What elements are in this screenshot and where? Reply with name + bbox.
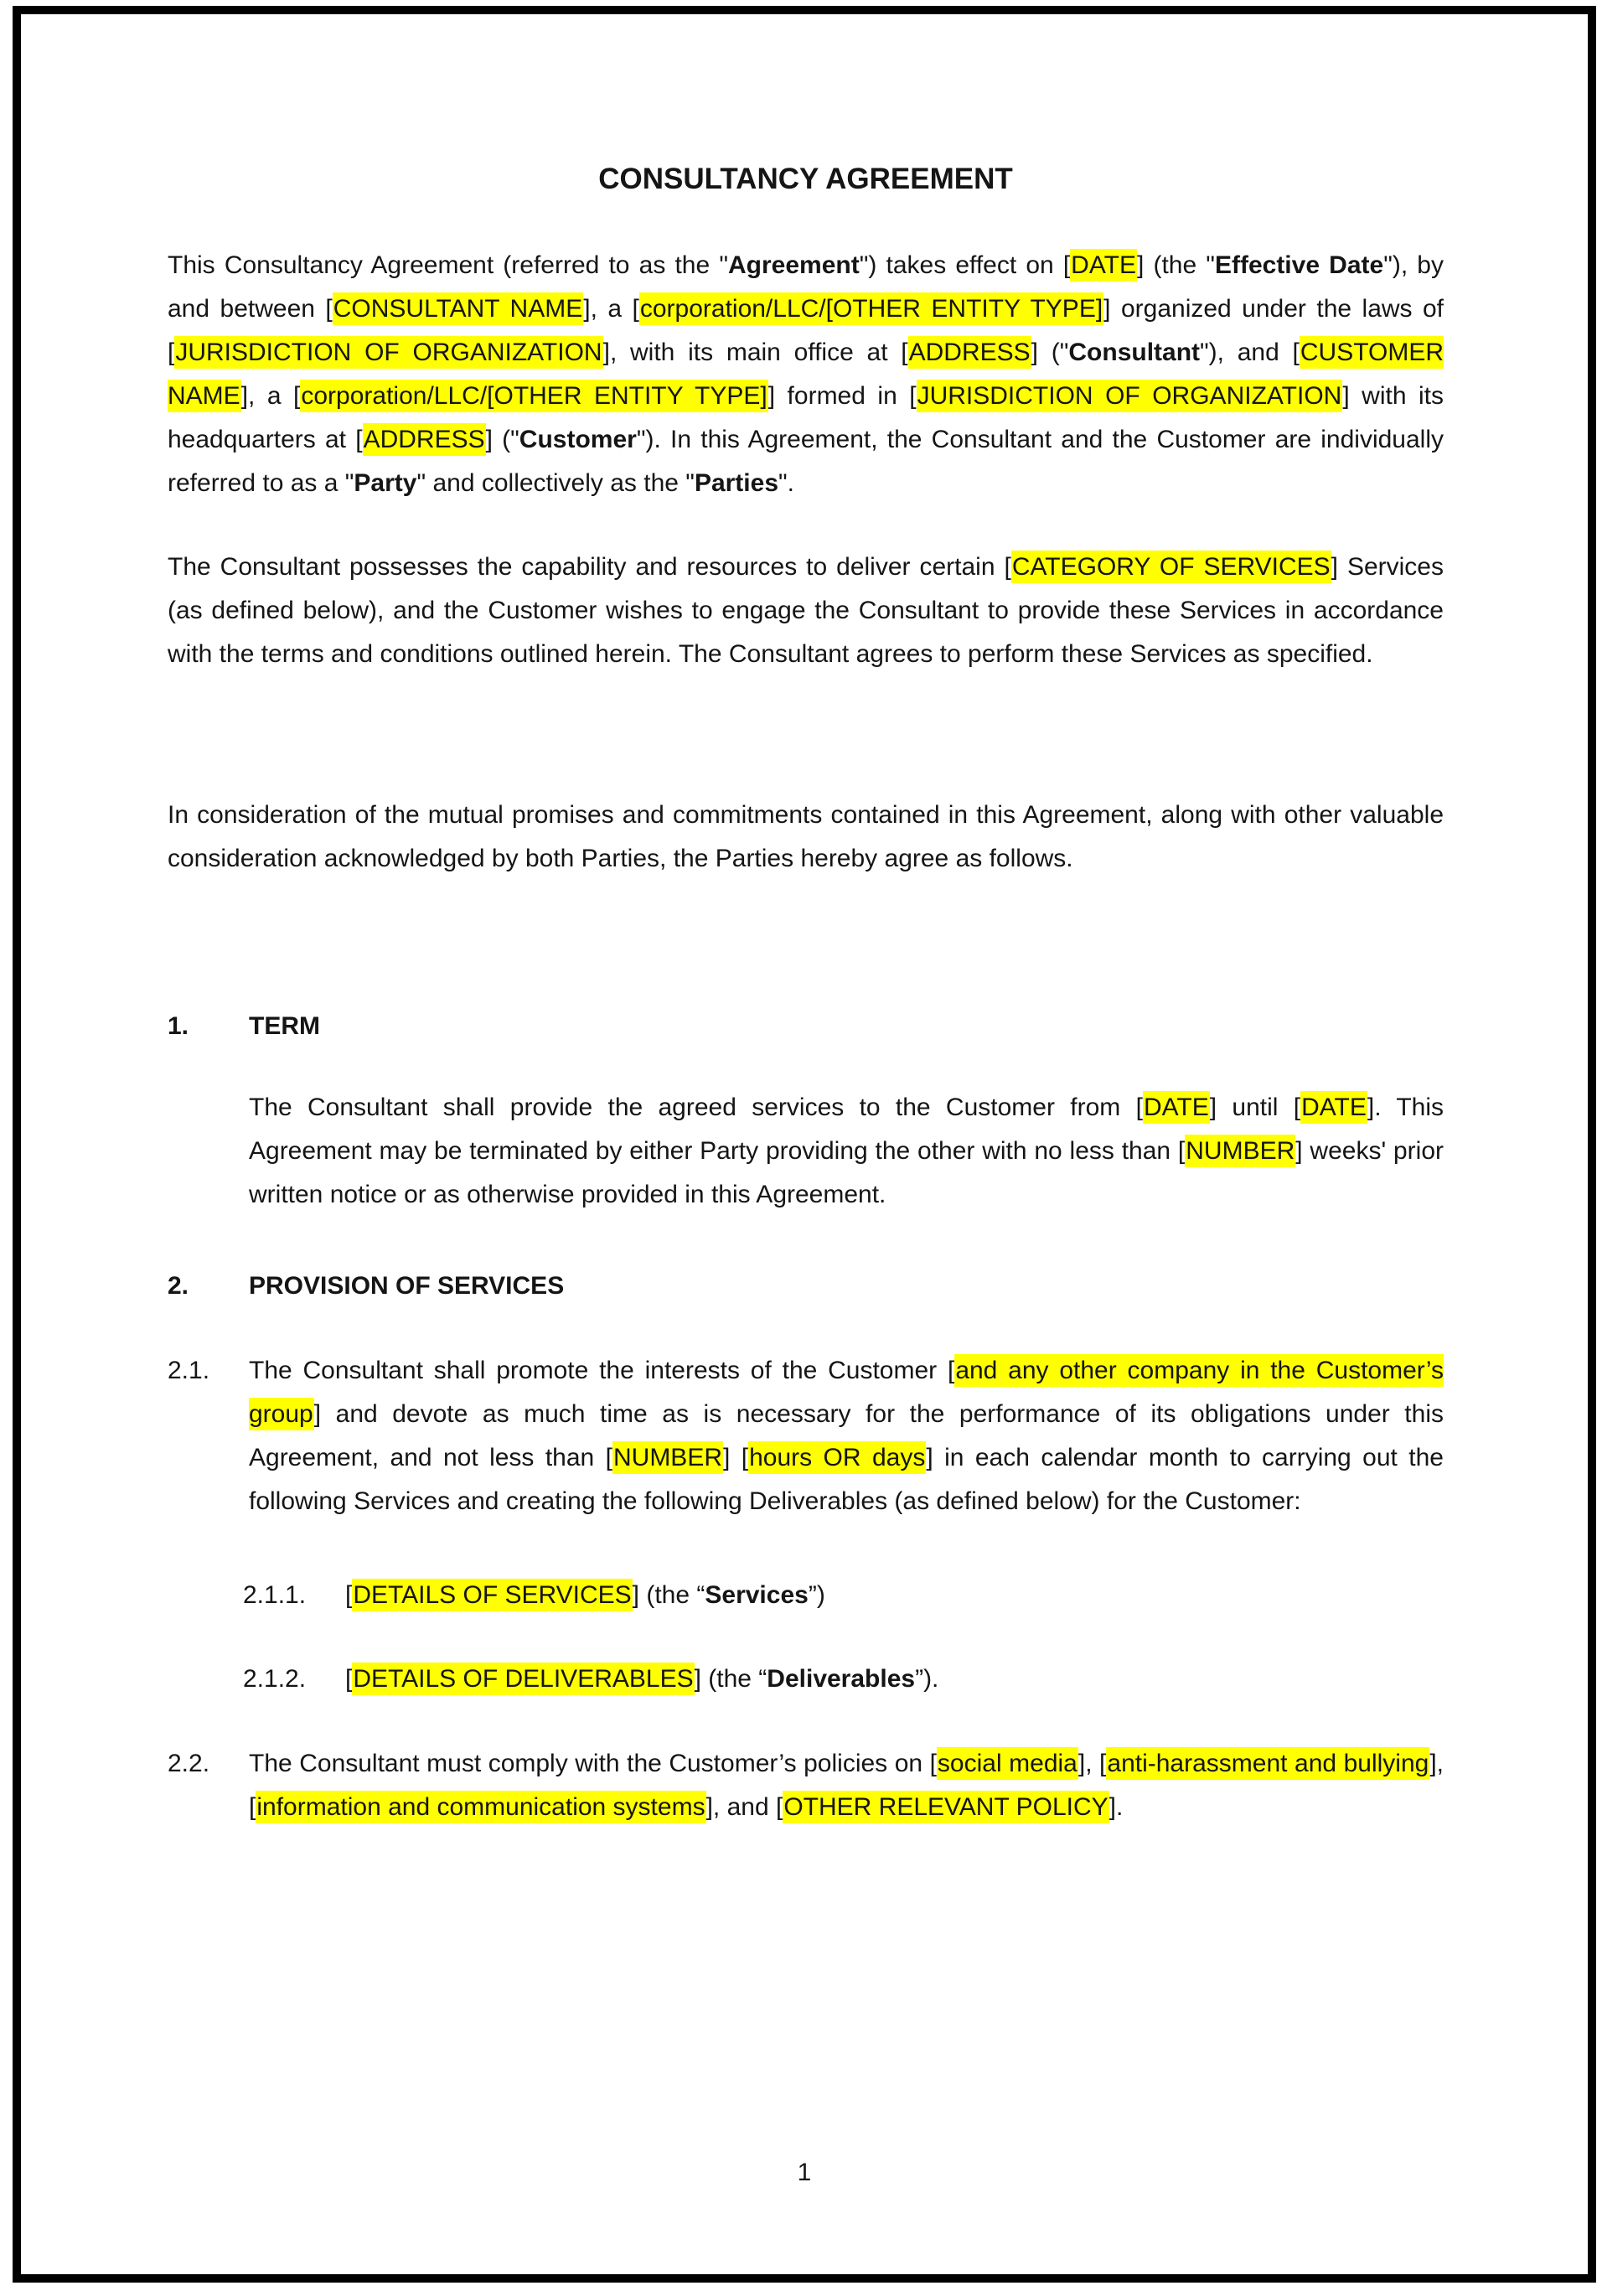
document-title: CONSULTANCY AGREEMENT — [598, 163, 1013, 195]
highlight-placeholder: NUMBER — [1185, 1135, 1295, 1167]
paragraph — [168, 794, 1444, 881]
section-heading-label: PROVISION OF SERVICES — [249, 1272, 565, 1300]
text-run: ], with its main office at [ — [602, 339, 908, 366]
clause-number: 2.2. — [168, 1750, 210, 1777]
numbered-clause — [243, 1657, 1444, 1701]
numbered-clause — [168, 1349, 1444, 1523]
highlight-placeholder: DETAILS OF SERVICES — [352, 1579, 632, 1611]
text-run: ] in each calendar month to carrying out the following Services and creating the following Deliverables (as defined below) for the Customer: — [249, 1444, 1444, 1515]
text-run: "). In this Agreement, the Consultant and the Customer are individually referred to as a " — [168, 426, 1444, 497]
text-run: ] formed in [ — [767, 382, 917, 410]
text-run: [ — [345, 1581, 353, 1609]
paragraph — [168, 546, 1444, 676]
text-run: Deliverables — [767, 1665, 916, 1693]
clause-text — [249, 1742, 1444, 1829]
text-run: ], a [ — [240, 382, 301, 410]
text-run: ”). — [915, 1665, 939, 1693]
highlight-placeholder: NUMBER — [612, 1441, 723, 1474]
clause-number: 2.1.1. — [243, 1581, 307, 1609]
text-run: This Consultancy Agreement (referred to as the " — [168, 251, 728, 279]
text-run: [ — [345, 1665, 353, 1693]
section-heading — [168, 1005, 1444, 1048]
highlight-placeholder: JURISDICTION OF ORGANIZATION — [917, 380, 1343, 412]
highlight-placeholder: and any other company in the Customer’s group — [249, 1354, 1444, 1430]
clause-text — [345, 1657, 1444, 1701]
text-run: ] (" — [485, 426, 519, 453]
clause-number: 2.1. — [168, 1357, 210, 1384]
text-run: Party — [354, 469, 417, 497]
document-body — [168, 158, 1444, 1829]
text-run: ") takes effect on [ — [859, 251, 1071, 279]
text-run: ] (the “ — [632, 1581, 705, 1609]
clause-text — [249, 1349, 1444, 1523]
text-run: "), and [ — [1200, 339, 1300, 366]
highlight-placeholder: OTHER RELEVANT POLICY — [783, 1791, 1108, 1823]
paragraph — [249, 1086, 1444, 1217]
text-run: Effective Date — [1214, 251, 1384, 279]
text-run: Agreement — [727, 251, 860, 279]
text-run: ] until [ — [1209, 1094, 1301, 1121]
text-run: Customer — [519, 426, 637, 453]
highlight-placeholder: DETAILS OF DELIVERABLES — [352, 1663, 694, 1695]
document-page — [13, 6, 1596, 2283]
page-number: 1 — [797, 2159, 812, 2186]
text-run: Services — [705, 1581, 809, 1609]
text-run: ], [ — [249, 1750, 1444, 1821]
text-run: The Consultant shall provide the agreed services to the Customer from [ — [249, 1094, 1143, 1121]
text-run: ]. This Agreement may be terminated by either Party providing the other with no less than [ — [249, 1094, 1444, 1165]
text-run: The Consultant must comply with the Customer’s policies on [ — [249, 1750, 937, 1777]
text-run: ] [ — [723, 1444, 749, 1471]
highlight-placeholder: CONSULTANT NAME — [333, 292, 584, 325]
highlight-placeholder: CATEGORY OF SERVICES — [1011, 551, 1331, 583]
highlight-placeholder: social media — [937, 1747, 1078, 1780]
text-run: Parties — [694, 469, 779, 497]
text-run: ”) — [808, 1581, 825, 1609]
text-run: ] organized under the laws of [ — [168, 295, 1444, 366]
text-run: ] (the " — [1136, 251, 1215, 279]
numbered-clause — [243, 1574, 1444, 1617]
text-run: ], and [ — [705, 1793, 783, 1821]
text-run: ". — [778, 469, 794, 497]
section-heading-label: TERM — [249, 1012, 320, 1040]
highlight-placeholder: anti-harassment and bullying — [1106, 1747, 1429, 1780]
highlight-placeholder: CUSTOMER NAME — [168, 336, 1444, 412]
highlight-placeholder: DATE — [1300, 1091, 1367, 1124]
text-run: ] (the “ — [694, 1665, 767, 1693]
highlight-placeholder: DATE — [1070, 249, 1137, 282]
text-run: ] with its headquarters at [ — [168, 382, 1444, 453]
text-run: ] and devote as much time as is necessary for the performance of its obligations under this Agreement, and not less than [ — [249, 1400, 1444, 1471]
highlight-placeholder: corporation/LLC/[OTHER ENTITY TYPE] — [300, 380, 767, 412]
highlight-placeholder: hours OR days — [748, 1441, 926, 1474]
highlight-placeholder: DATE — [1143, 1091, 1210, 1124]
text-run: In consideration of the mutual promises and commitments contained in this Agreement, along with other valuable consideration acknowledged by both Parties, the Parties hereby agree as follows. — [168, 801, 1444, 872]
text-run: ] (" — [1031, 339, 1069, 366]
highlight-placeholder: ADDRESS — [908, 336, 1031, 369]
text-run: ] weeks' prior written notice or as otherwise provided in this Agreement. — [249, 1137, 1444, 1208]
highlight-placeholder: ADDRESS — [363, 423, 486, 456]
section-number: 2. — [168, 1272, 189, 1300]
text-run: " and collectively as the " — [416, 469, 695, 497]
text-run: The Consultant possesses the capability and resources to deliver certain [ — [168, 553, 1011, 581]
clause-number: 2.1.2. — [243, 1665, 307, 1693]
text-run: ] Services (as defined below), and the Customer wishes to engage the Consultant to provide these Services in accordance with the terms and conditions outlined herein. The Consultant agrees to perform these Services as specified. — [168, 553, 1444, 668]
text-run: ], [ — [1077, 1750, 1107, 1777]
highlight-placeholder: corporation/LLC/[OTHER ENTITY TYPE] — [639, 292, 1103, 325]
text-run: Consultant — [1068, 339, 1201, 366]
paragraph — [168, 244, 1444, 505]
highlight-placeholder: information and communication systems — [256, 1791, 705, 1823]
numbered-clause — [168, 1742, 1444, 1829]
text-run: The Consultant shall promote the interests of the Customer [ — [249, 1357, 955, 1384]
section-number: 1. — [168, 1012, 189, 1040]
section-heading — [168, 1264, 1444, 1308]
highlight-placeholder: JURISDICTION OF ORGANIZATION — [174, 336, 602, 369]
text-run: "), by and between [ — [168, 251, 1444, 323]
clause-text — [345, 1574, 1444, 1617]
text-run: ]. — [1108, 1793, 1124, 1821]
text-run: ], a [ — [583, 295, 639, 323]
